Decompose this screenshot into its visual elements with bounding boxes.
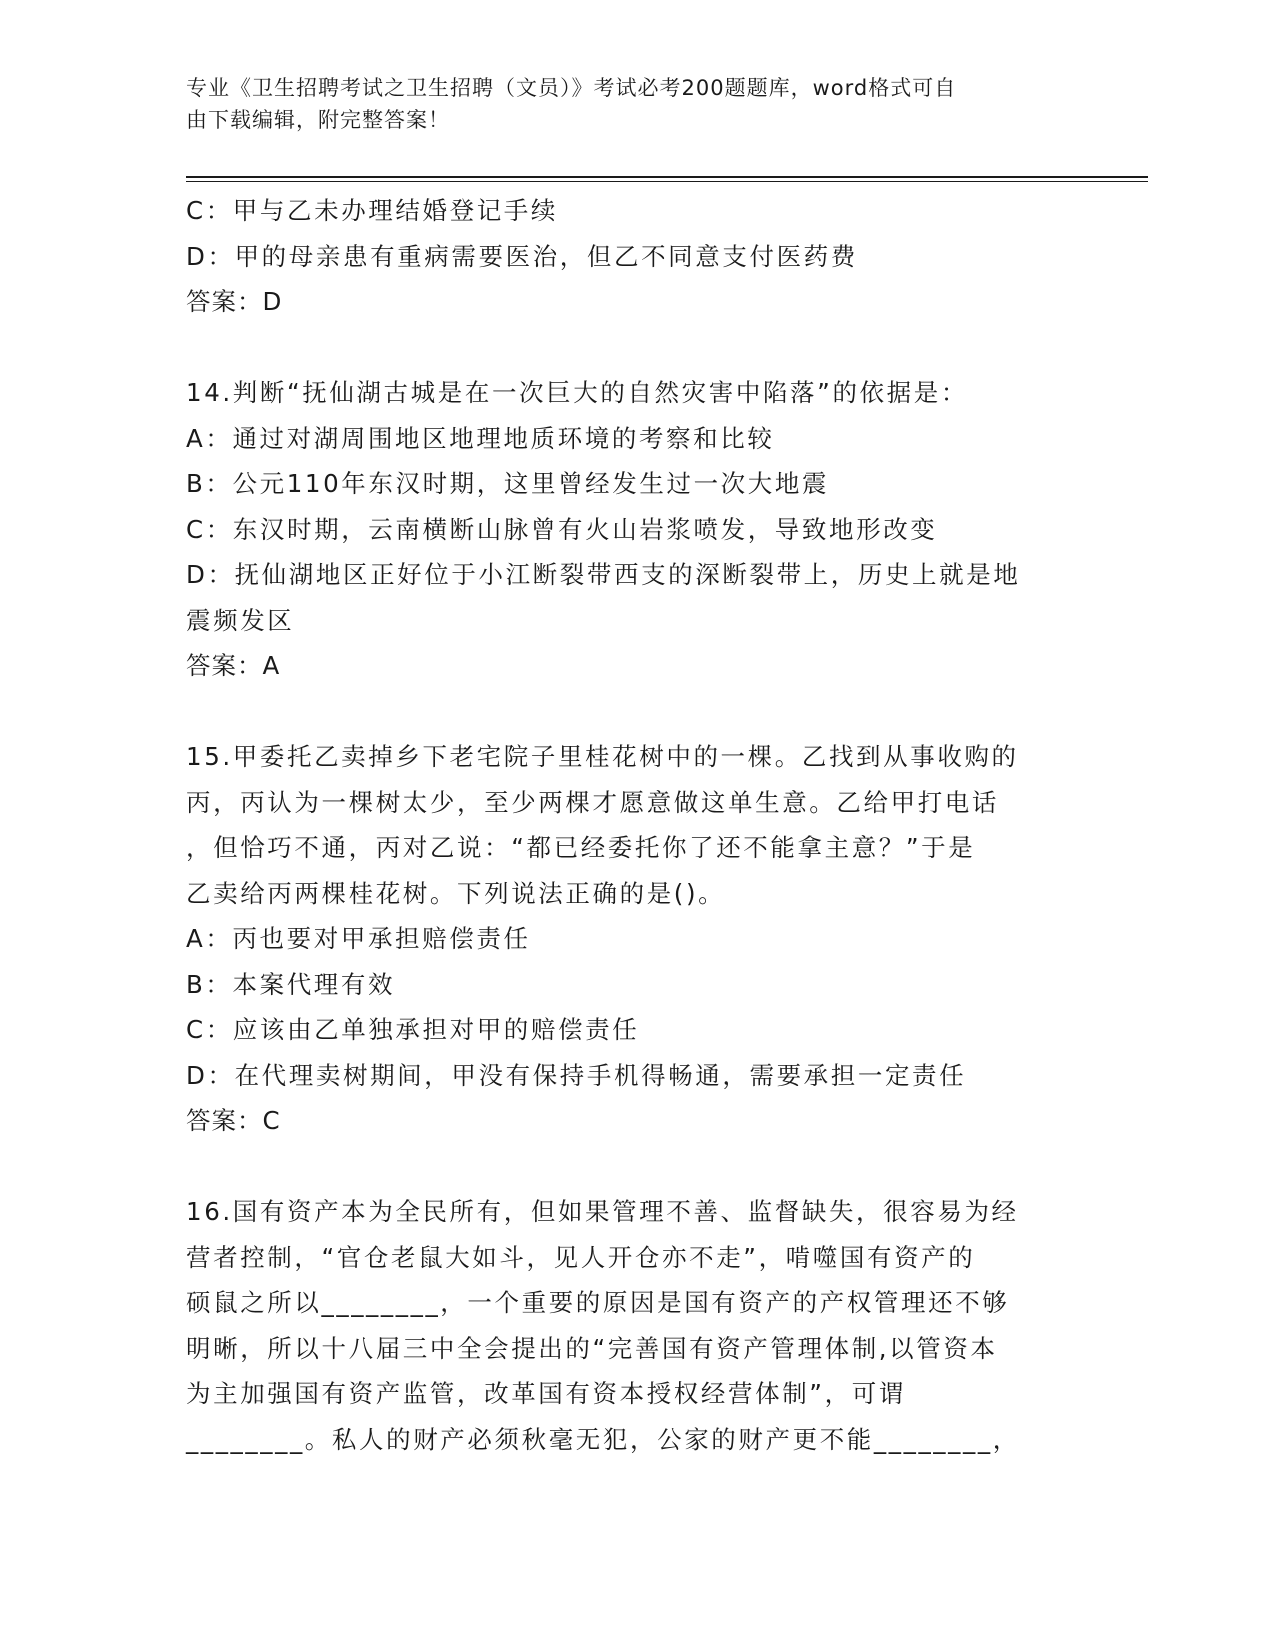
option-c: C：甲与乙未办理结婚登记手续 — [186, 196, 559, 225]
option-d: D：抚仙湖地区正好位于小江断裂带西支的深断裂带上，历史上就是地 — [186, 560, 1021, 589]
option-b: B：本案代理有效 — [186, 969, 396, 999]
question-13-tail — [186, 188, 1066, 325]
question-stem: 15.甲委托乙卖掉乡下老宅院子里桂花树中的一棵。乙找到从事收购的 — [186, 742, 1019, 771]
question-15 — [186, 734, 1066, 1144]
answer: 答案：A — [186, 651, 281, 680]
header-line-2: 由下载编辑，附完整答案！ — [186, 108, 450, 132]
option-c: C：应该由乙单独承担对甲的赔偿责任 — [186, 1015, 640, 1044]
option-b: B：公元110年东汉时期，这里曾经发生过一次大地震 — [186, 469, 830, 498]
question-16 — [186, 1189, 1066, 1462]
header-line-1: 专业《卫生招聘考试之卫生招聘（文员）》考试必考200题题库，word格式可自 — [186, 76, 957, 100]
question-stem-continued: 丙，丙认为一棵树太少，至少两棵才愿意做这单生意。乙给甲打电话 — [186, 787, 999, 817]
answer: 答案：C — [186, 1106, 281, 1135]
question-stem-continued: 硕鼠之所以________，一个重要的原因是国有资产的产权管理还不够 — [186, 1288, 1010, 1317]
question-stem-continued: 为主加强国有资产监管，改革国有资本授权经营体制”，可谓 — [186, 1379, 906, 1408]
spacer — [186, 1144, 1066, 1190]
question-stem: 14.判断“抚仙湖古城是在一次巨大的自然灾害中陷落”的依据是： — [186, 378, 968, 407]
option-a: A：通过对湖周围地区地理地质环境的考察和比较 — [186, 423, 775, 453]
option-d-continued: 震频发区 — [186, 605, 295, 635]
option-d: D：在代理卖树期间，甲没有保持手机得畅通，需要承担一定责任 — [186, 1060, 967, 1090]
question-stem-continued: 营者控制，“官仓老鼠大如斗，见人开仓亦不走”，啃噬国有资产的 — [186, 1242, 976, 1272]
question-stem-continued: 乙卖给丙两棵桂花树。下列说法正确的是()。 — [186, 878, 726, 908]
header-divider-thick — [186, 176, 1148, 178]
question-stem-continued: ，但恰巧不通，丙对乙说：“都已经委托你了还不能拿主意？”于是 — [186, 833, 976, 862]
question-stem-continued: ________。私人的财产必须秋毫无犯，公家的财产更不能________， — [186, 1424, 1020, 1454]
option-a: A：丙也要对甲承担赔偿责任 — [186, 924, 531, 953]
spacer — [186, 689, 1066, 735]
option-c: C：东汉时期，云南横断山脉曾有火山岩浆喷发，导致地形改变 — [186, 514, 938, 544]
question-stem: 16.国有资产本为全民所有，但如果管理不善、监督缺失，很容易为经 — [186, 1197, 1019, 1226]
question-14 — [186, 370, 1066, 689]
question-stem-continued: 明晰，所以十八届三中全会提出的“完善国有资产管理体制,以管资本 — [186, 1333, 998, 1363]
spacer — [186, 325, 1066, 371]
document-header — [186, 72, 1056, 136]
answer: 答案：D — [186, 287, 283, 316]
option-d: D：甲的母亲患有重病需要医治，但乙不同意支付医药费 — [186, 241, 858, 271]
question-content — [186, 188, 1066, 1462]
header-divider-thin — [186, 181, 1148, 182]
